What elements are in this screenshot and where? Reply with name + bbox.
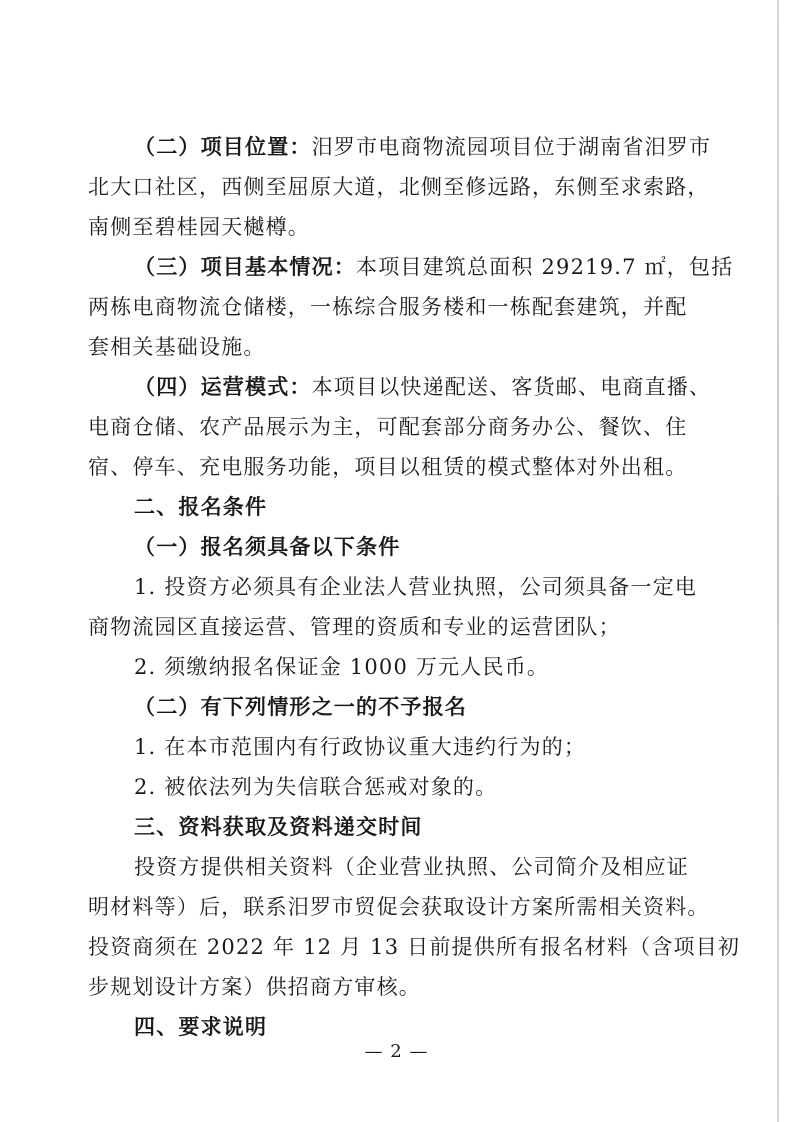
materials-line-2: 明材料等）后，联系汨罗市贸促会获取设计方案所需相关资料。	[88, 895, 710, 919]
registration-item-1-line-1: 1. 投资方必须具有企业法人营业执照，公司须具备一定电	[134, 575, 698, 599]
basic-paragraph-line-3: 套相关基础设施。	[88, 335, 266, 359]
location-paragraph-line-2: 北大口社区，西侧至屈原大道，北侧至修远路，东侧至求索路，	[88, 175, 710, 199]
registration-sub-heading-2: （二）有下列情形之一的不予报名	[134, 694, 467, 719]
operation-label: （四）运营模式：	[134, 374, 312, 399]
operation-paragraph-line-2: 电商仓储、农产品展示为主，可配套部分商务办公、餐饮、住	[88, 415, 688, 439]
basic-paragraph-line-2: 两栋电商物流仓储楼，一栋综合服务楼和一栋配套建筑，并配	[88, 295, 688, 319]
materials-line-3: 投资商须在 2022 年 12 月 13 日前提供所有报名材料（含项目初	[88, 935, 741, 959]
location-label: （二）项目位置：	[134, 134, 312, 159]
registration-sub-heading-1: （一）报名须具备以下条件	[134, 534, 401, 559]
registration-item-2: 2. 须缴纳报名保证金 1000 万元人民币。	[134, 655, 550, 679]
exclusion-item-1: 1. 在本市范围内有行政协议重大违约行为的；	[134, 735, 587, 759]
location-text-1: 汨罗市电商物流园项目位于湖南省汨罗市	[311, 135, 712, 159]
registration-heading: 二、报名条件	[134, 494, 268, 519]
requirements-heading: 四、要求说明	[134, 1014, 268, 1039]
operation-paragraph-line-3: 宿、停车、充电服务功能，项目以租赁的模式整体对外出租。	[88, 455, 688, 479]
location-paragraph-line-3: 南侧至碧桂园天樾樽。	[88, 215, 310, 239]
operation-text-1: 本项目以快递配送、客货邮、电商直播、	[311, 375, 712, 399]
basic-text-1: 本项目建筑总面积 29219.7 ㎡，包括	[356, 255, 734, 279]
materials-line-1: 投资方提供相关资料（企业营业执照、公司简介及相应证	[134, 855, 689, 879]
materials-heading: 三、资料获取及资料递交时间	[134, 814, 423, 839]
operation-paragraph-line-1	[0, 373, 793, 401]
materials-line-4: 步规划设计方案）供招商方审核。	[88, 975, 421, 999]
basic-label: （三）项目基本情况：	[134, 254, 356, 279]
basic-paragraph-line-1	[0, 253, 793, 281]
page-number: — 2 —	[364, 1041, 429, 1062]
registration-item-1-line-2: 商物流园区直接运营、管理的资质和专业的运营团队；	[88, 615, 621, 639]
exclusion-item-2: 2. 被依法列为失信联合惩戒对象的。	[134, 775, 498, 799]
location-paragraph-line-1	[0, 133, 793, 161]
